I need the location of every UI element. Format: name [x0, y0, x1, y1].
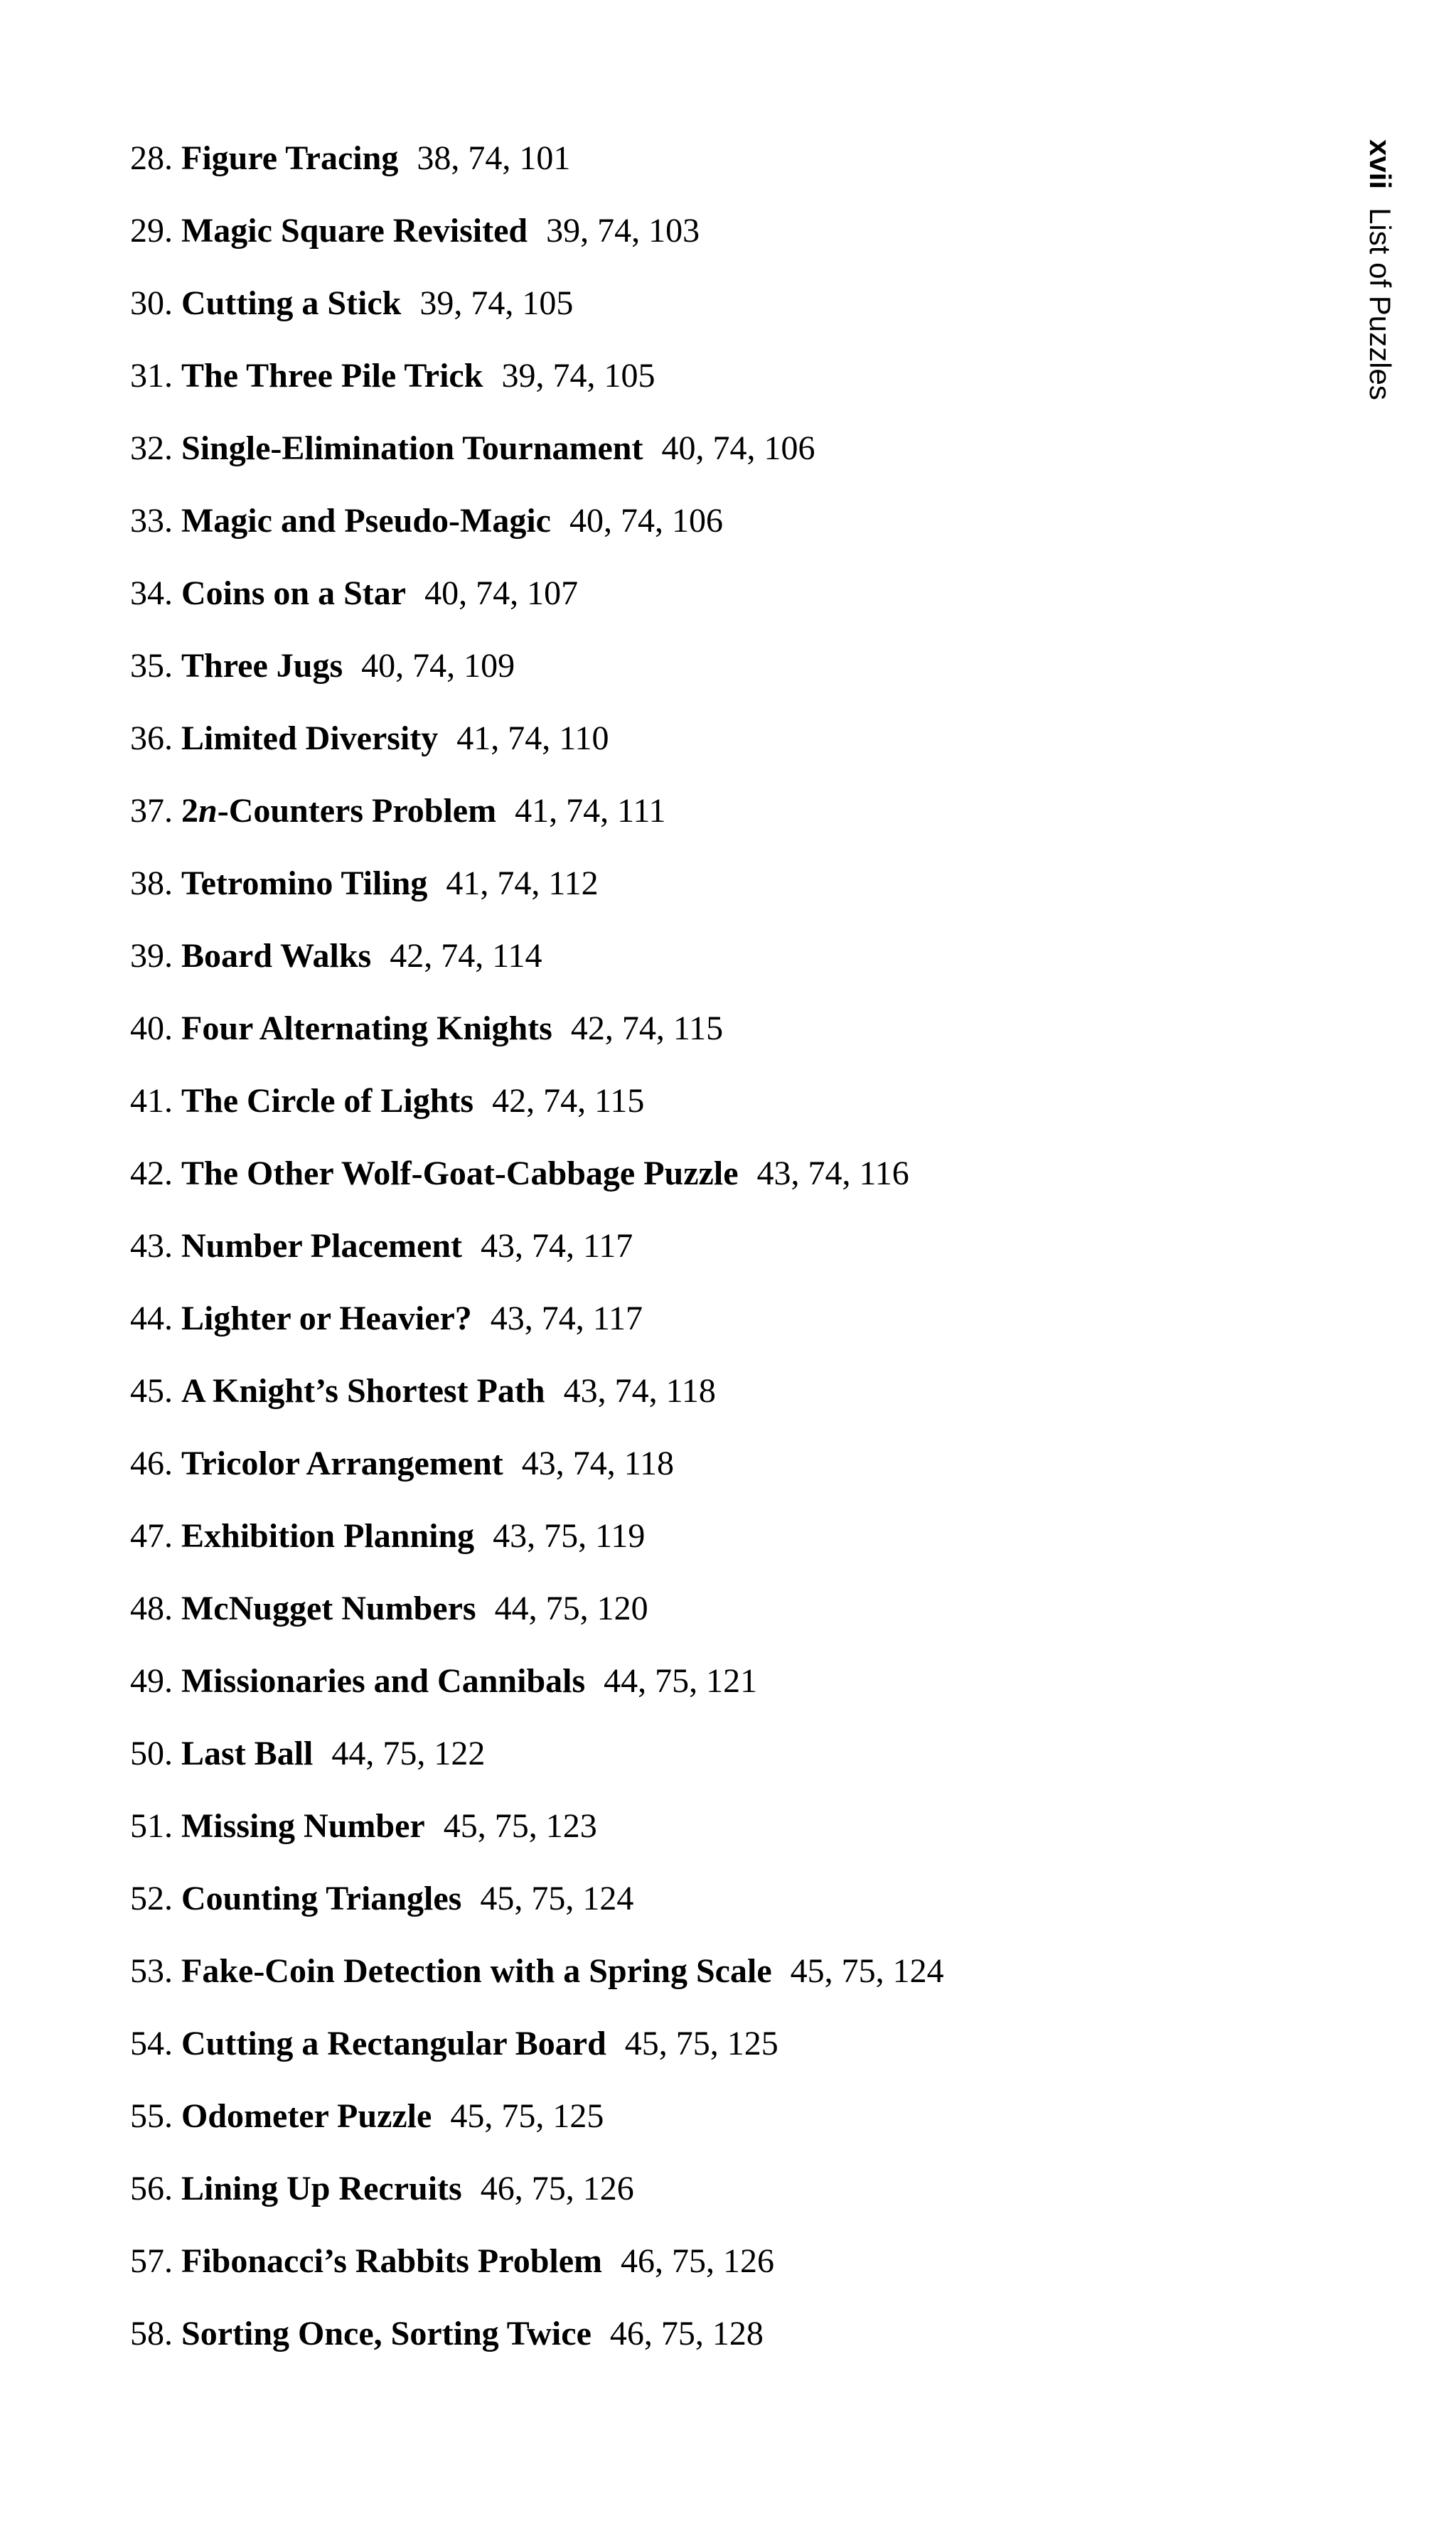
entry-pages: 46, 75, 126	[480, 2170, 634, 2207]
entry-title: Tetromino Tiling	[181, 864, 428, 902]
entry-title: Tricolor Arrangement	[181, 1445, 503, 1482]
entry-pages: 40, 74, 106	[569, 502, 723, 540]
entry-pages: 44, 75, 121	[604, 1662, 758, 1700]
entry-title: The Other Wolf-Goat-Cabbage Puzzle	[181, 1155, 739, 1192]
entry-pages: 46, 75, 128	[609, 2315, 764, 2352]
entry-number: 29.	[130, 212, 173, 250]
puzzle-entry	[130, 485, 944, 557]
entry-number: 56.	[130, 2170, 173, 2207]
entry-pages: 45, 75, 125	[450, 2097, 604, 2135]
entry-number: 42.	[130, 1155, 173, 1192]
entry-number: 58.	[130, 2315, 173, 2352]
puzzle-entry	[130, 195, 944, 267]
entry-pages: 45, 75, 125	[624, 2025, 778, 2062]
entry-number: 50.	[130, 1735, 173, 1772]
entry-title: Lining Up Recruits	[181, 2170, 462, 2207]
puzzle-entry	[130, 1355, 944, 1428]
entry-number: 44.	[130, 1300, 173, 1337]
entry-title: Single-Elimination Tournament	[181, 429, 643, 467]
entry-title: Number Placement	[181, 1227, 463, 1265]
entry-pages: 42, 74, 115	[492, 1082, 645, 1120]
entry-pages: 43, 74, 118	[563, 1372, 716, 1410]
entry-title: Cutting a Stick	[181, 284, 402, 322]
entry-pages: 41, 74, 111	[515, 792, 666, 830]
puzzle-entry	[130, 992, 944, 1065]
entry-number: 54.	[130, 2025, 173, 2062]
page-folio: xvii	[1364, 139, 1397, 190]
entry-pages: 44, 75, 122	[331, 1735, 486, 1772]
entry-number: 28.	[130, 139, 173, 177]
entry-title: Sorting Once, Sorting Twice	[181, 2315, 592, 2352]
puzzle-entry	[130, 1210, 944, 1283]
entry-pages: 39, 74, 103	[546, 212, 700, 250]
entry-title: Odometer Puzzle	[181, 2097, 432, 2135]
entry-number: 55.	[130, 2097, 173, 2135]
puzzle-entry	[130, 2008, 944, 2080]
entry-number: 38.	[130, 864, 173, 902]
entry-number: 53.	[130, 1952, 173, 1990]
puzzle-entry	[130, 1137, 944, 1210]
entry-title: Figure Tracing	[181, 139, 399, 177]
entry-title: Coins on a Star	[181, 574, 407, 612]
entry-number: 57.	[130, 2242, 173, 2280]
entry-pages: 45, 75, 124	[480, 1880, 634, 1917]
entry-number: 52.	[130, 1880, 173, 1917]
entry-title: Missing Number	[181, 1807, 425, 1845]
entry-title: Lighter or Heavier?	[181, 1300, 472, 1337]
puzzle-entry	[130, 2225, 944, 2298]
entry-title: Counting Triangles	[181, 1880, 462, 1917]
puzzle-entry	[130, 920, 944, 992]
entry-number: 41.	[130, 1082, 173, 1120]
entry-title: The Three Pile Trick	[181, 357, 483, 395]
entry-pages: 43, 74, 118	[521, 1445, 674, 1482]
entry-pages: 43, 74, 117	[481, 1227, 633, 1265]
entry-pages: 46, 75, 126	[621, 2242, 775, 2280]
puzzle-entry	[130, 1428, 944, 1500]
entry-number: 34.	[130, 574, 173, 612]
puzzle-entry	[130, 1500, 944, 1573]
entry-number: 51.	[130, 1807, 173, 1845]
entry-number: 49.	[130, 1662, 173, 1700]
entry-number: 47.	[130, 1517, 173, 1555]
entry-pages: 40, 74, 106	[661, 429, 815, 467]
entry-title: Last Ball	[181, 1735, 314, 1772]
entry-title: The Circle of Lights	[181, 1082, 474, 1120]
entry-number: 35.	[130, 647, 173, 685]
entry-pages: 42, 74, 114	[390, 937, 542, 975]
puzzle-entry	[130, 702, 944, 775]
entry-number: 46.	[130, 1445, 173, 1482]
puzzle-entry	[130, 557, 944, 630]
entry-title: Four Alternating Knights	[181, 1010, 552, 1047]
puzzle-entry	[130, 412, 944, 485]
entry-title: McNugget Numbers	[181, 1590, 476, 1627]
puzzle-entry	[130, 1863, 944, 1935]
entry-pages: 45, 75, 123	[443, 1807, 597, 1845]
puzzle-entry	[130, 847, 944, 920]
entry-number: 43.	[130, 1227, 173, 1265]
puzzle-entry	[130, 267, 944, 340]
puzzle-entry	[130, 2153, 944, 2225]
entry-pages: 43, 75, 119	[493, 1517, 646, 1555]
puzzle-entry	[130, 1645, 944, 1718]
entry-pages: 39, 74, 105	[501, 357, 655, 395]
entry-number: 39.	[130, 937, 173, 975]
entry-title: Missionaries and Cannibals	[181, 1662, 586, 1700]
entry-title: Limited Diversity	[181, 719, 439, 757]
section-title: List of Puzzles	[1364, 208, 1397, 400]
entry-pages: 38, 74, 101	[417, 139, 571, 177]
puzzle-entry	[130, 1935, 944, 2008]
entry-title: Fake-Coin Detection with a Spring Scale	[181, 1952, 772, 1990]
puzzle-list	[130, 122, 944, 2370]
entry-pages: 44, 75, 120	[494, 1590, 648, 1627]
entry-pages: 41, 74, 110	[456, 719, 609, 757]
entry-title: Exhibition Planning	[181, 1517, 475, 1555]
entry-pages: 40, 74, 107	[424, 574, 579, 612]
entry-title: Magic and Pseudo-Magic	[181, 502, 551, 540]
entry-pages: 42, 74, 115	[570, 1010, 724, 1047]
entry-number: 36.	[130, 719, 173, 757]
entry-number: 31.	[130, 357, 173, 395]
entry-number: 37.	[130, 792, 173, 830]
running-head	[1361, 139, 1398, 400]
puzzle-entry	[130, 1573, 944, 1645]
puzzle-entry	[130, 1283, 944, 1355]
puzzle-entry	[130, 1718, 944, 1790]
puzzle-entry	[130, 2080, 944, 2153]
puzzle-entry	[130, 1065, 944, 1137]
entry-pages: 43, 74, 116	[756, 1155, 909, 1192]
puzzle-entry	[130, 1790, 944, 1863]
entry-title: Three Jugs	[181, 647, 343, 685]
puzzle-entry	[130, 775, 944, 847]
entry-title: Fibonacci’s Rabbits Problem	[181, 2242, 603, 2280]
entry-pages: 45, 75, 124	[790, 1952, 944, 1990]
entry-title: Magic Square Revisited	[181, 212, 528, 250]
entry-number: 32.	[130, 429, 173, 467]
entry-number: 30.	[130, 284, 173, 322]
entry-number: 33.	[130, 502, 173, 540]
entry-title: Board Walks	[181, 937, 372, 975]
entry-number: 40.	[130, 1010, 173, 1047]
puzzle-entry	[130, 2298, 944, 2370]
entry-title: Cutting a Rectangular Board	[181, 2025, 606, 2062]
puzzle-entry	[130, 122, 944, 195]
entry-pages: 40, 74, 109	[361, 647, 515, 685]
puzzle-entry	[130, 630, 944, 702]
entry-title: A Knight’s Shortest Path	[181, 1372, 545, 1410]
entry-number: 45.	[130, 1372, 173, 1410]
puzzle-entry	[130, 340, 944, 412]
entry-number: 48.	[130, 1590, 173, 1627]
entry-pages: 41, 74, 112	[446, 864, 599, 902]
entry-pages: 39, 74, 105	[419, 284, 574, 322]
entry-pages: 43, 74, 117	[490, 1300, 643, 1337]
entry-title: 2n-Counters Problem	[181, 792, 497, 830]
